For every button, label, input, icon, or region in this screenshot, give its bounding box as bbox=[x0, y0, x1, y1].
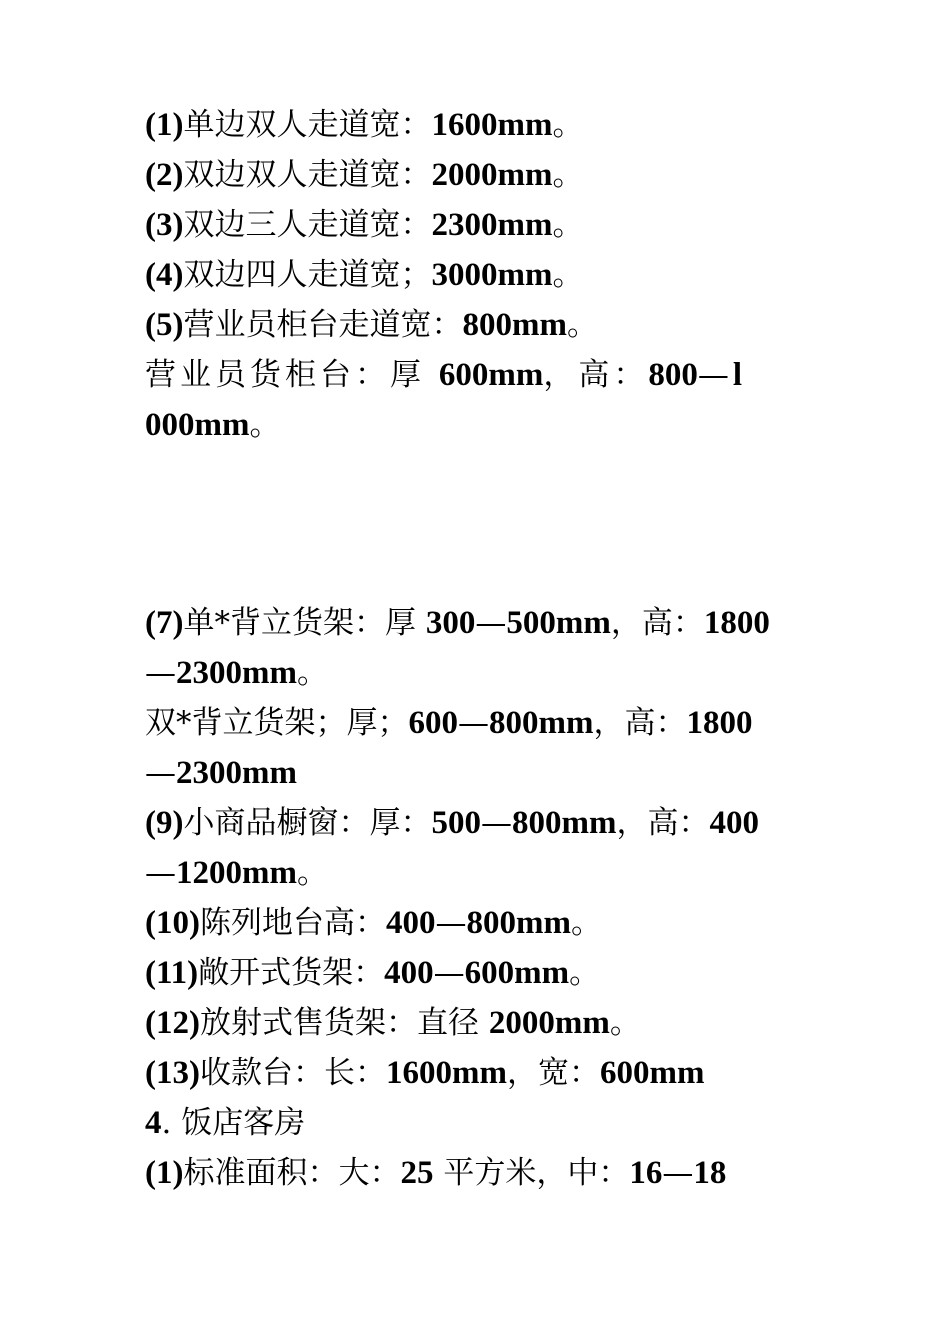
dimension-value: 2300mm bbox=[431, 207, 553, 243]
dimension-value: 1600mm bbox=[431, 107, 553, 143]
text-line: (11)敞开式货架：400—600mm。 bbox=[145, 955, 601, 991]
section-heading: 4. 饭店客房 bbox=[145, 1105, 306, 1141]
item-number: (2) bbox=[145, 157, 184, 193]
item-number: (4) bbox=[145, 257, 184, 293]
text-line: (13)收款台：长：1600mm，宽：600mm bbox=[145, 1055, 705, 1091]
text-line: (4)双边四人走道宽；3000mm。 bbox=[145, 257, 584, 293]
text-line: (12)放射式售货架：直径 2000mm。 bbox=[145, 1005, 641, 1041]
item-number: (9) bbox=[145, 805, 184, 841]
dimension-value: 000mm bbox=[145, 407, 250, 443]
item-number: (1) bbox=[145, 107, 184, 143]
text-line: —2300mm。 bbox=[145, 655, 328, 691]
text-line: —2300mm bbox=[145, 755, 297, 791]
text-line: (1)单边双人走道宽：1600mm。 bbox=[145, 107, 584, 143]
dimension-value: 3000mm bbox=[431, 257, 553, 293]
item-number: (1) bbox=[145, 1155, 184, 1191]
dimension-value: 800mm bbox=[462, 307, 567, 343]
text-line: —1200mm。 bbox=[145, 855, 328, 891]
dimension-value: 800 bbox=[648, 357, 698, 393]
text-line: (10)陈列地台高：400—800mm。 bbox=[145, 905, 602, 941]
dimension-value: 2000mm bbox=[431, 157, 553, 193]
item-number: (7) bbox=[145, 605, 184, 641]
dimension-value: l bbox=[732, 357, 743, 393]
text-line: (7)单*背立货架：厚 300—500mm，高：1800 bbox=[145, 605, 770, 641]
text-line-counter: 营业员货柜台：厚 600mm，高：800—l bbox=[145, 357, 743, 393]
dimension-value: 600mm bbox=[438, 357, 544, 393]
item-number: (12) bbox=[145, 1005, 200, 1041]
text-line: (5)营业员柜台走道宽：800mm。 bbox=[145, 307, 598, 343]
text-line: (1)标准面积：大：25 平方米，中：16—18 bbox=[145, 1155, 727, 1191]
item-number: (13) bbox=[145, 1055, 200, 1091]
text-line: 双*背立货架；厚；600—800mm，高：1800 bbox=[145, 705, 753, 741]
item-number: (3) bbox=[145, 207, 184, 243]
shelf-and-room-section bbox=[145, 598, 810, 1198]
text-line: (9)小商品橱窗：厚：500—800mm，高：400 bbox=[145, 805, 759, 841]
item-number: (11) bbox=[145, 955, 199, 991]
text-line: (3)双边三人走道宽：2300mm。 bbox=[145, 207, 584, 243]
item-number: (5) bbox=[145, 307, 184, 343]
section-number: 4 bbox=[145, 1105, 162, 1141]
text-line: (2)双边双人走道宽：2000mm。 bbox=[145, 157, 584, 193]
aisle-width-section bbox=[145, 100, 810, 450]
text-line-counter-cont: 000mm。 bbox=[145, 407, 281, 443]
item-number: (10) bbox=[145, 905, 200, 941]
